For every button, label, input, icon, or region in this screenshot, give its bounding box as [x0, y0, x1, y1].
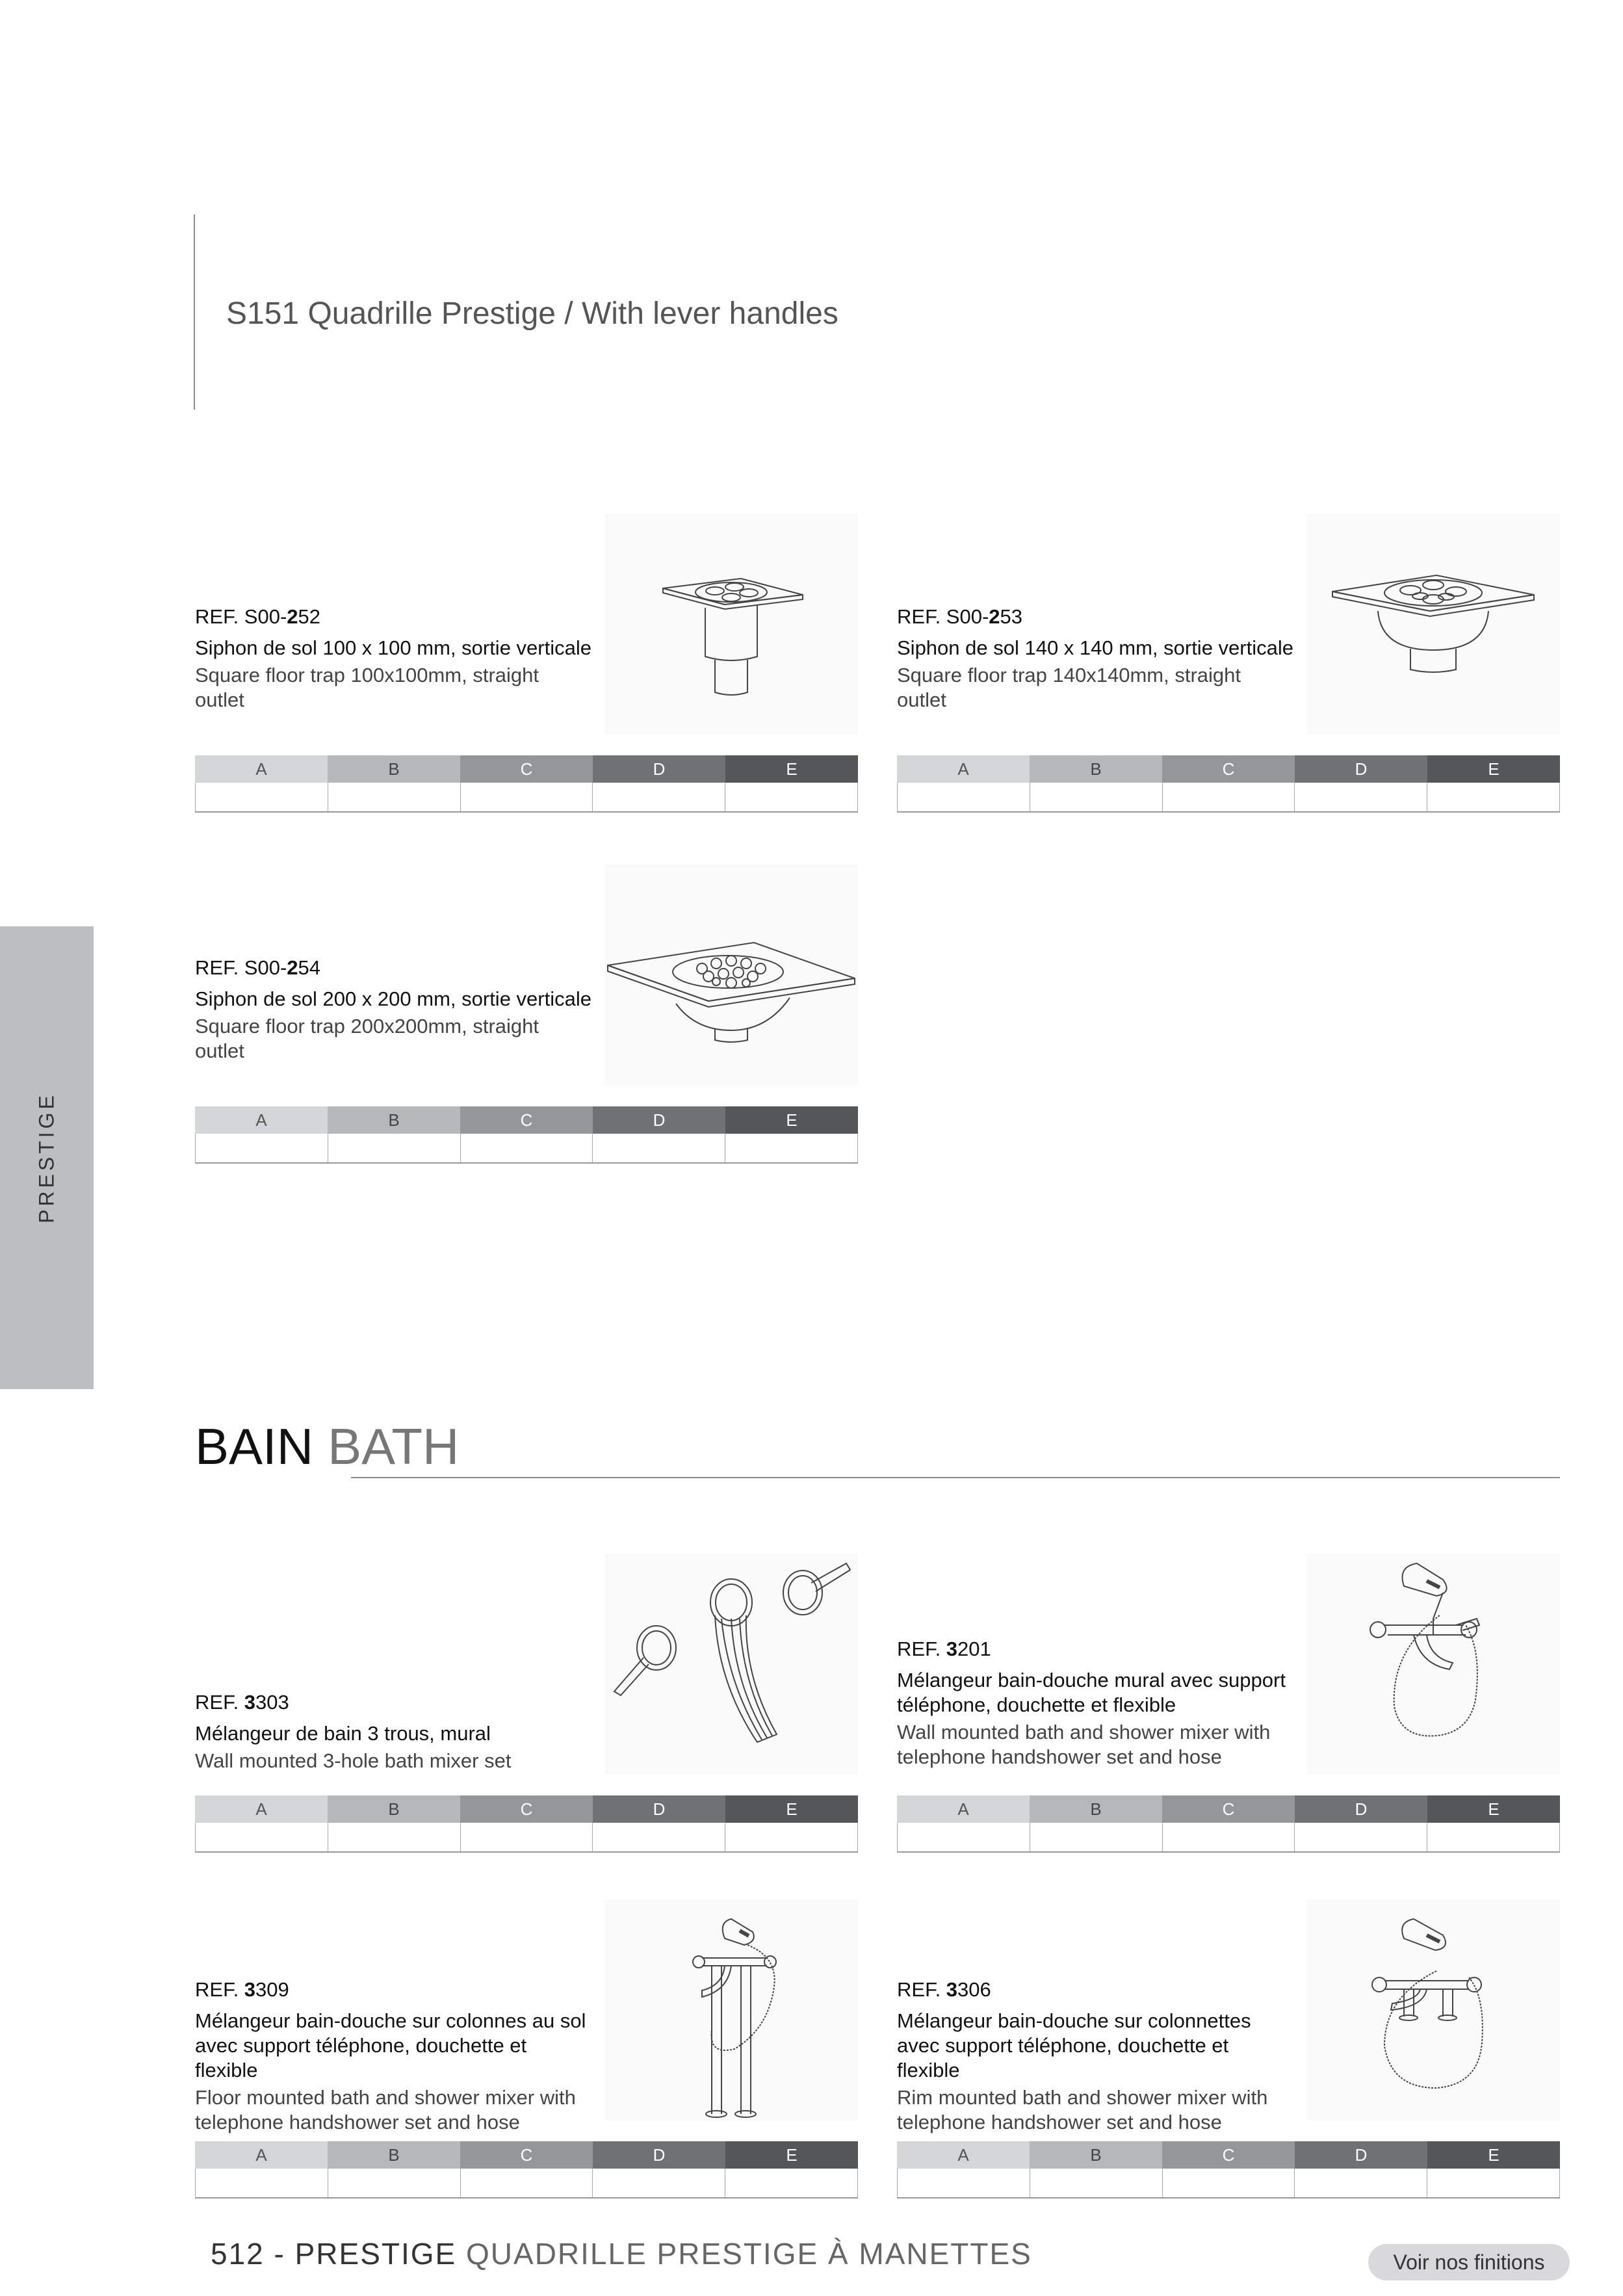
side-tab-label: PRESTIGE — [34, 1092, 58, 1223]
floor-trap-200-icon — [604, 865, 858, 1086]
finish-e[interactable]: E — [725, 755, 858, 783]
finish-c[interactable]: C — [1162, 755, 1295, 783]
finish-cell — [196, 1823, 328, 1851]
finish-cell — [1295, 1823, 1427, 1851]
rim-mounted-mixer-icon — [1306, 1899, 1560, 2120]
product-card — [195, 514, 858, 813]
finish-a[interactable]: A — [897, 1795, 1030, 1823]
finish-b[interactable]: B — [328, 755, 460, 783]
finish-b[interactable]: B — [1030, 1795, 1162, 1823]
finish-e[interactable]: E — [1427, 1795, 1560, 1823]
section-rule — [351, 1477, 1560, 1478]
finish-a[interactable]: A — [195, 2141, 328, 2169]
finish-a[interactable]: A — [195, 1106, 328, 1134]
page-footer — [211, 2236, 1032, 2271]
finish-d[interactable]: D — [593, 2141, 725, 2169]
floor-trap-100-icon — [604, 514, 858, 735]
section-title-fr: BAIN — [195, 1418, 314, 1475]
finish-cell — [593, 1823, 725, 1851]
header-divider — [194, 215, 195, 410]
finish-a[interactable]: A — [897, 2141, 1030, 2169]
section-heading — [195, 1417, 459, 1476]
product-desc-fr: Mélangeur de bain 3 trous, mural — [195, 1722, 491, 1745]
finish-cell — [1427, 1823, 1560, 1851]
finish-cell — [898, 783, 1030, 811]
product-desc-en: Square floor trap 100x100mm, straight outlet — [195, 664, 539, 711]
wall-bath-shower-mixer-icon — [1306, 1554, 1560, 1775]
finish-table — [897, 1795, 1560, 1853]
series-title: S151 Quadrille Prestige / With lever handles — [226, 296, 838, 331]
finish-cell — [725, 1823, 858, 1851]
product-desc-en: Wall mounted 3-hole bath mixer set — [195, 1749, 512, 1772]
product-desc-en: Rim mounted bath and shower mixer with telephone handshower set and hose — [897, 2086, 1268, 2133]
product-desc-fr: Siphon de sol 140 x 140 mm, sortie verticale — [897, 636, 1293, 659]
finish-c[interactable]: C — [460, 1795, 593, 1823]
finish-cell — [1030, 783, 1163, 811]
finish-d[interactable]: D — [1295, 2141, 1427, 2169]
finish-cell — [461, 1134, 593, 1162]
finish-cell — [1427, 2169, 1560, 2197]
product-ref: REF. S00-252 — [195, 605, 321, 628]
finish-cell — [196, 1134, 328, 1162]
footer-page-subtitle: QUADRILLE PRESTIGE À MANETTES — [466, 2237, 1032, 2271]
finish-table — [897, 755, 1560, 813]
finish-cell — [461, 783, 593, 811]
finish-cell — [328, 783, 461, 811]
finish-cell — [196, 783, 328, 811]
section-title-en: BATH — [328, 1418, 460, 1475]
finish-cell — [1295, 2169, 1427, 2197]
product-desc-en: Square floor trap 140x140mm, straight outlet — [897, 664, 1241, 711]
finish-b[interactable]: B — [1030, 2141, 1162, 2169]
finish-d[interactable]: D — [593, 1106, 725, 1134]
finish-cell — [593, 2169, 725, 2197]
finish-d[interactable]: D — [1295, 1795, 1427, 1823]
finish-cell — [593, 783, 725, 811]
product-ref: REF. 3306 — [897, 1978, 991, 2001]
product-desc-fr: Mélangeur bain-douche sur colonnettes avec support téléphone, douchette et flexible — [897, 2009, 1251, 2081]
finish-e[interactable]: E — [725, 1795, 858, 1823]
finish-cell — [1163, 2169, 1295, 2197]
floor-mounted-mixer-icon — [604, 1899, 858, 2120]
product-card — [897, 1899, 1560, 2198]
finish-e[interactable]: E — [725, 2141, 858, 2169]
finish-c[interactable]: C — [1162, 2141, 1295, 2169]
finish-cell — [461, 1823, 593, 1851]
finish-table — [195, 2141, 858, 2198]
finish-cell — [1030, 1823, 1163, 1851]
finish-e[interactable]: E — [725, 1106, 858, 1134]
finish-a[interactable]: A — [897, 755, 1030, 783]
finish-e[interactable]: E — [1427, 755, 1560, 783]
side-tab[interactable] — [0, 926, 94, 1389]
floor-trap-140-icon — [1306, 514, 1560, 735]
finish-b[interactable]: B — [328, 2141, 460, 2169]
finish-b[interactable]: B — [328, 1106, 460, 1134]
product-ref: REF. S00-254 — [195, 956, 321, 979]
finish-cell — [328, 1134, 461, 1162]
product-desc-en: Wall mounted bath and shower mixer with telephone handshower set and hose — [897, 1721, 1271, 1768]
product-ref: REF. 3309 — [195, 1978, 289, 2001]
footer-page-label: 512 - PRESTIGE — [211, 2237, 457, 2271]
finish-c[interactable]: C — [1162, 1795, 1295, 1823]
product-desc-fr: Siphon de sol 200 x 200 mm, sortie verticale — [195, 987, 591, 1010]
finitions-button[interactable]: Voir nos finitions — [1368, 2244, 1570, 2280]
finish-cell — [725, 2169, 858, 2197]
finish-cell — [1030, 2169, 1163, 2197]
product-card — [897, 514, 1560, 813]
product-desc-fr: Siphon de sol 100 x 100 mm, sortie verticale — [195, 636, 591, 659]
finish-c[interactable]: C — [460, 755, 593, 783]
product-desc-en: Floor mounted bath and shower mixer with telephone handshower set and hose — [195, 2086, 576, 2133]
product-desc-fr: Mélangeur bain-douche sur colonnes au sol avec support téléphone, douchette et flexible — [195, 2009, 586, 2081]
product-card — [195, 1899, 858, 2198]
product-card — [195, 865, 858, 1164]
product-desc-en: Square floor trap 200x200mm, straight outlet — [195, 1015, 539, 1062]
finish-cell — [898, 1823, 1030, 1851]
finish-b[interactable]: B — [1030, 755, 1162, 783]
finish-a[interactable]: A — [195, 1795, 328, 1823]
finish-cell — [1163, 783, 1295, 811]
finish-cell — [1427, 783, 1560, 811]
product-desc-fr: Mélangeur bain-douche mural avec support téléphone, douchette et flexible — [897, 1669, 1286, 1716]
product-ref: REF. 3303 — [195, 1691, 289, 1714]
finish-table — [195, 755, 858, 813]
finish-c[interactable]: C — [460, 2141, 593, 2169]
finish-cell — [725, 783, 858, 811]
product-card — [897, 1554, 1560, 1853]
finish-c[interactable]: C — [460, 1106, 593, 1134]
wall-mixer-3-hole-icon — [604, 1554, 858, 1775]
finish-table — [897, 2141, 1560, 2198]
finish-cell — [593, 1134, 725, 1162]
finish-cell — [1163, 1823, 1295, 1851]
finish-e[interactable]: E — [1427, 2141, 1560, 2169]
product-ref: REF. 3201 — [897, 1637, 991, 1660]
finish-a[interactable]: A — [195, 755, 328, 783]
finish-d[interactable]: D — [593, 1795, 725, 1823]
product-ref: REF. S00-253 — [897, 605, 1023, 628]
finish-cell — [1295, 783, 1427, 811]
finish-cell — [898, 2169, 1030, 2197]
finish-cell — [725, 1134, 858, 1162]
finish-b[interactable]: B — [328, 1795, 460, 1823]
product-card — [195, 1554, 858, 1853]
finish-cell — [328, 2169, 461, 2197]
finish-table — [195, 1795, 858, 1853]
finish-cell — [328, 1823, 461, 1851]
finish-table — [195, 1106, 858, 1164]
finish-d[interactable]: D — [1295, 755, 1427, 783]
finish-cell — [461, 2169, 593, 2197]
finish-cell — [196, 2169, 328, 2197]
finish-d[interactable]: D — [593, 755, 725, 783]
